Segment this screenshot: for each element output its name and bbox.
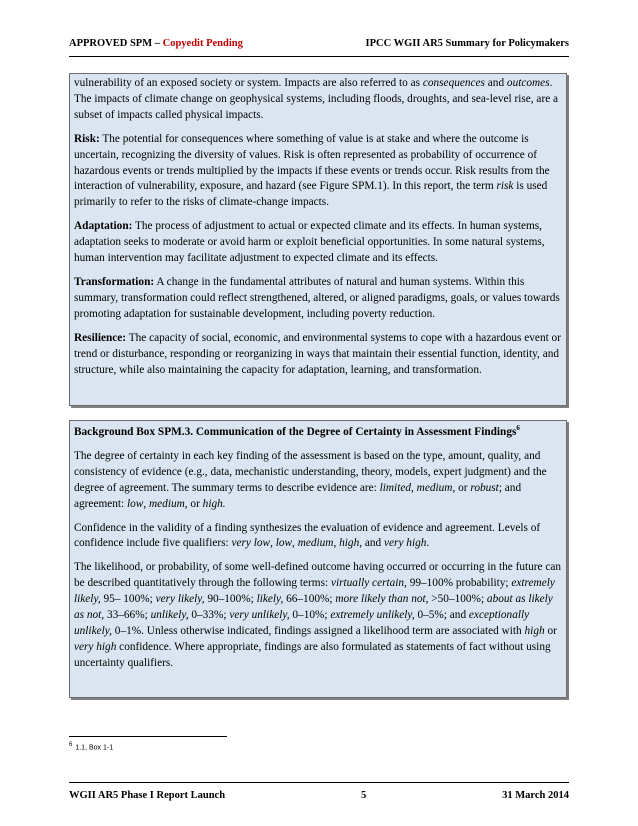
copyedit-pending-label: Copyedit Pending [162, 38, 243, 49]
footnote-ref[interactable]: 6 [516, 424, 520, 433]
impacts-continuation: vulnerability of an exposed society or system. Impacts are also referred to as consequences and outcomes. The impacts of climate change on geophysical systems, including floods, droughts, and sea-level rise, are a subset of impacts called physical impacts. [74, 77, 559, 121]
term-transformation: Transformation: [74, 275, 155, 288]
page-number: 5 [360, 790, 367, 801]
evidence-paragraph: The degree of certainty in each key finding of the assessment is based on the type, amount, quality, and consistency of evidence (e.g., data, mechanistic understanding, theory, models, expert judgment) and the degree of agreement. The summary terms to describe evidence are: limited, medium, or robust; and agreement: low, medium, or high. [74, 449, 547, 510]
footnote-number: 6 [69, 742, 73, 748]
header-approval-status: APPROVED SPM – Copyedit Pending [69, 38, 243, 49]
definition-risk: Risk: The potential for consequences where something of value is at stake and where the outcome is uncertain, recognizing the diversity of values. Risk is often represented as probability of occurrence of hazardous events or trends multiplied by the impacts if these events or trends occur. Risk results from the interaction of vulnerability, exposure, and hazard (see Figure SPM.1). In this report, the term risk is used primarily to refer to the risks of climate-change impacts. [74, 132, 550, 209]
term-resilience: Resilience: [74, 331, 127, 344]
page-footer [69, 782, 569, 801]
definition-adaptation: Adaptation: The process of adjustment to actual or expected climate and its effects. In human systems, adaptation seeks to moderate or avoid harm or exploit beneficial opportunities. In some natural systems, human intervention may facilitate adjustment to expected climate and its effects. [74, 220, 545, 265]
definition-transformation: Transformation: A change in the fundamental attributes of natural and human systems. Within this summary, transformation could reflect strengthened, altered, or aligned paradigms, goals, or values towards promoting adaptation for sustainable development, including poverty reduction. [74, 275, 560, 320]
term-adaptation: Adaptation: [74, 220, 133, 233]
box-title: Background Box SPM.3. Communication of the Degree of Certainty in Assessment Findings$^6$ [74, 424, 520, 438]
footnote-text: 1.1, Box 1-1 [75, 744, 114, 752]
footnote-separator [69, 736, 227, 737]
certainty-background-box [69, 420, 567, 698]
footer-date: 31 March 2014 [502, 790, 569, 801]
definitions-box [69, 73, 567, 406]
header-report-title: IPCC WGII AR5 Summary for Policymakers [365, 38, 569, 49]
likelihood-paragraph: The likelihood, or probability, of some well-defined outcome having occurred or occurring in the future can be described quantitatively through the following terms: virtually certain, 99–100% probability; extremely likely, 95– 100%; very likely, 90–100%; likely, 66–100%; more likely than not, >50–100%; about as likely as not, 33–66%; unlikely, 0–33%; very unlikely, 0–10%; extremely unlikely, 0–5%; and exceptionally unlikely, 0–1%. Unless otherwise indicated, findings assigned a likelihood term are associated with high or very high confidence. Where appropriate, findings are also formulated as statements of fact without using uncertainty qualifiers. [74, 561, 562, 669]
footnote [69, 742, 113, 751]
definition-resilience: Resilience: The capacity of social, economic, and environmental systems to cope with a hazardous event or trend or disturbance, responding or reorganizing in ways that maintain their essential function, identity, and structure, while also maintaining the capacity for adaptation, learning, and transformation. [74, 331, 561, 376]
term-risk: Risk: [74, 132, 100, 145]
confidence-paragraph: Confidence in the validity of a finding synthesizes the evaluation of evidence and agreement. Levels of confidence include five qualifiers: very low, low, medium, high, and very high. [74, 521, 541, 550]
footer-event: WGII AR5 Phase I Report Launch [69, 790, 226, 801]
page-header [69, 38, 569, 57]
